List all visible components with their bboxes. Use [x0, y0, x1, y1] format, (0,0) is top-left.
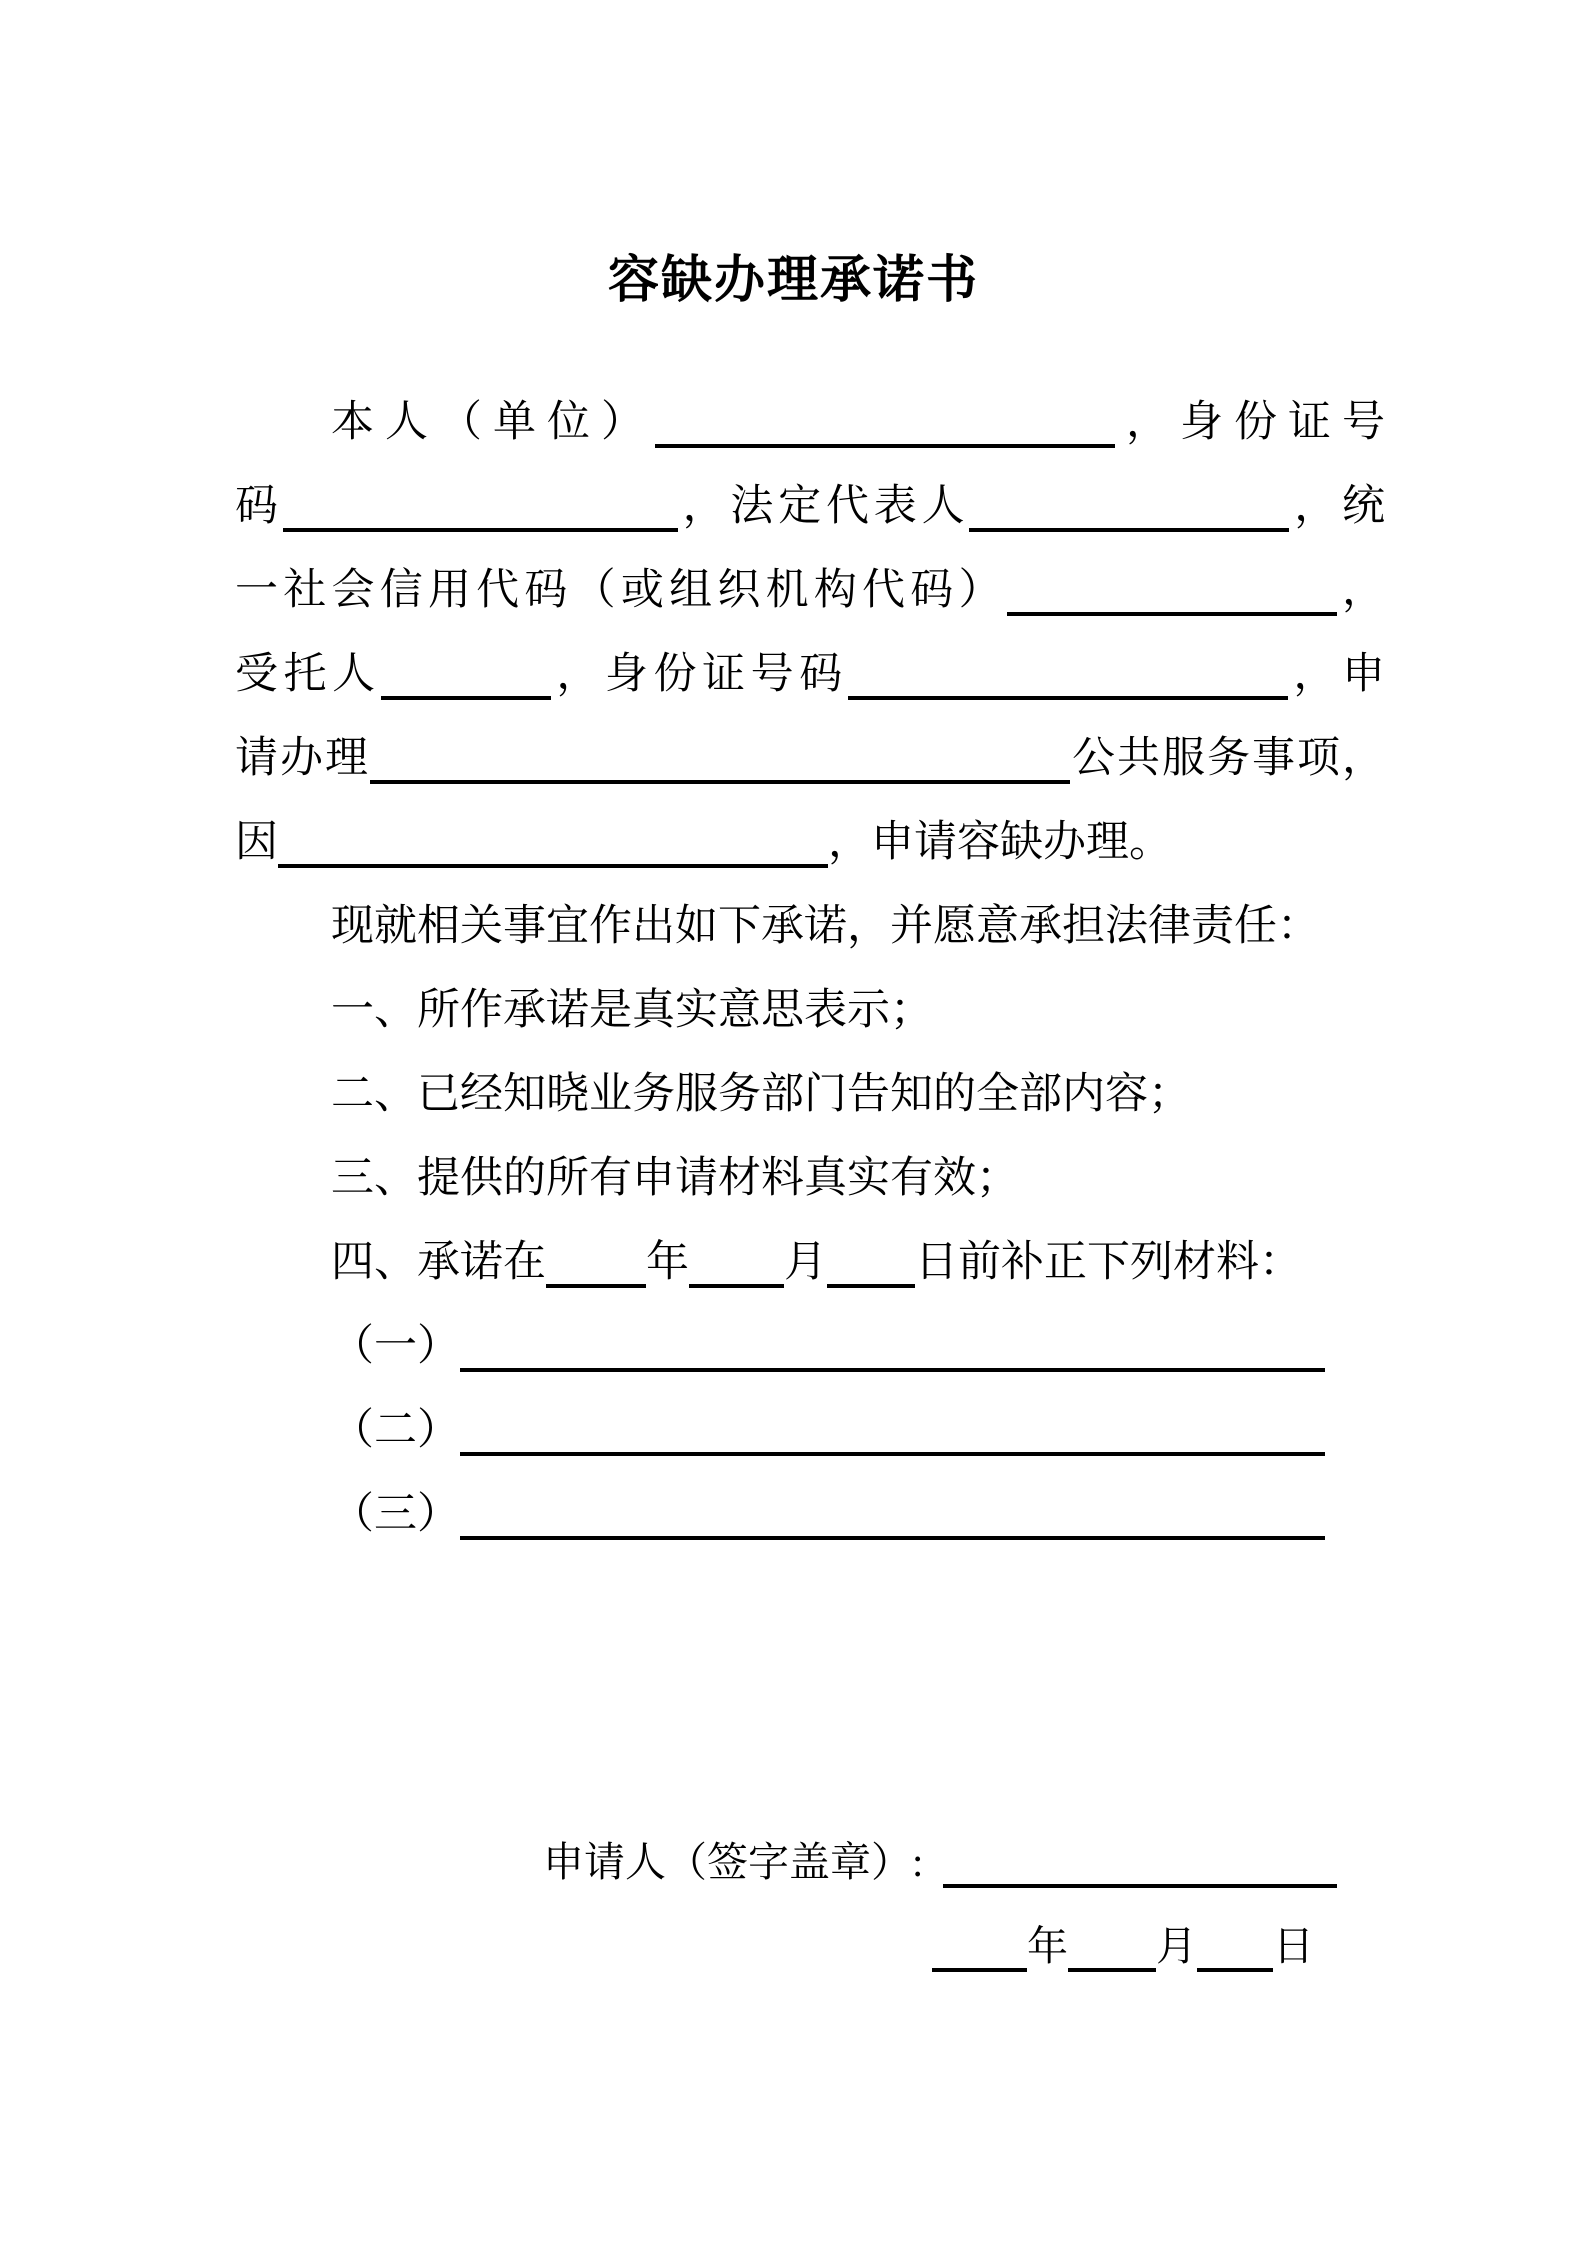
form-line-9 — [235, 1053, 1385, 1137]
text-segment: 本人（单位） — [331, 399, 655, 446]
text-segment: 年 — [1027, 1923, 1068, 1969]
spacer — [235, 1875, 543, 1876]
form-line-11 — [235, 1221, 1385, 1305]
text-segment: ，申 — [1287, 651, 1386, 698]
spacer — [923, 1875, 943, 1876]
text-segment: 日 — [1273, 1923, 1314, 1969]
spacer — [235, 1959, 932, 1960]
date-line — [235, 1904, 1385, 1988]
fill-in-blank[interactable] — [460, 1536, 1325, 1540]
text-segment: 请办理 — [235, 735, 370, 782]
text-segment: ，身份证号 — [1115, 399, 1385, 446]
text-segment: ，统 — [1289, 483, 1386, 530]
text-segment: 一、所作承诺是真实意思表示； — [331, 987, 933, 1034]
form-line-12 — [235, 1305, 1385, 1389]
form-line-3 — [235, 549, 1385, 633]
text-segment: 月 — [1156, 1923, 1197, 1969]
signature-line — [235, 1820, 1385, 1904]
form-line-13 — [235, 1389, 1385, 1473]
form-line-2 — [235, 465, 1385, 549]
fill-in-blank[interactable] — [969, 528, 1289, 532]
fill-in-blank[interactable] — [460, 1452, 1325, 1456]
fill-in-blank[interactable] — [848, 696, 1288, 700]
form-line-6 — [235, 801, 1385, 885]
form-line-5 — [235, 717, 1385, 801]
form-line-1 — [235, 381, 1385, 465]
text-segment: ， — [1336, 567, 1386, 614]
form-line-10 — [235, 1137, 1385, 1221]
signature-fill-in-blank[interactable] — [943, 1884, 1337, 1888]
fill-in-blank[interactable] — [278, 864, 828, 868]
fill-in-blank[interactable] — [283, 528, 678, 532]
text-segment: 日前补正下列材料： — [915, 1239, 1302, 1286]
form-line-7 — [235, 885, 1385, 969]
form-line-4 — [235, 633, 1385, 717]
text-segment: 年 — [646, 1239, 689, 1286]
text-segment: 受托人 — [235, 651, 381, 698]
text-segment: 公共服务事项， — [1070, 735, 1385, 782]
text-segment: 三、提供的所有申请材料真实有效； — [331, 1155, 1019, 1202]
text-segment: 现就相关事宜作出如下承诺，并愿意承担法律责任： — [331, 903, 1320, 950]
fill-in-blank[interactable] — [1197, 1968, 1273, 1972]
form-line-14 — [235, 1473, 1385, 1557]
text-segment: 一社会信用代码（或组织机构代码） — [235, 567, 1007, 614]
text-segment: 二、已经知晓业务服务部门告知的全部内容； — [331, 1071, 1191, 1118]
fill-in-blank[interactable] — [546, 1284, 646, 1288]
text-segment: （一） — [331, 1323, 460, 1370]
fill-in-blank[interactable] — [1068, 1968, 1156, 1972]
signature-label: 申请人（签字盖章）: — [543, 1839, 924, 1885]
text-segment: 码 — [235, 483, 283, 530]
text-segment: （三） — [331, 1491, 460, 1538]
fill-in-blank[interactable] — [460, 1368, 1325, 1372]
text-segment: 月 — [784, 1239, 827, 1286]
fill-in-blank[interactable] — [655, 444, 1115, 448]
document-body — [235, 381, 1385, 1557]
text-segment: ，法定代表人 — [677, 483, 970, 530]
document-footer — [235, 1820, 1385, 1988]
fill-in-blank[interactable] — [932, 1968, 1027, 1972]
form-line-8 — [235, 969, 1385, 1053]
text-segment: 因 — [235, 819, 278, 866]
fill-in-blank[interactable] — [827, 1284, 915, 1288]
text-segment: ，申请容缺办理。 — [828, 819, 1172, 866]
fill-in-blank[interactable] — [689, 1284, 784, 1288]
fill-in-blank[interactable] — [381, 696, 551, 700]
text-segment: 四、承诺在 — [331, 1239, 546, 1286]
fill-in-blank[interactable] — [370, 780, 1070, 784]
fill-in-blank[interactable] — [1007, 612, 1337, 616]
text-segment: ，身份证号码 — [550, 651, 848, 698]
document-title: 容缺办理承诺书 — [607, 251, 979, 308]
text-segment: （二） — [331, 1407, 460, 1454]
